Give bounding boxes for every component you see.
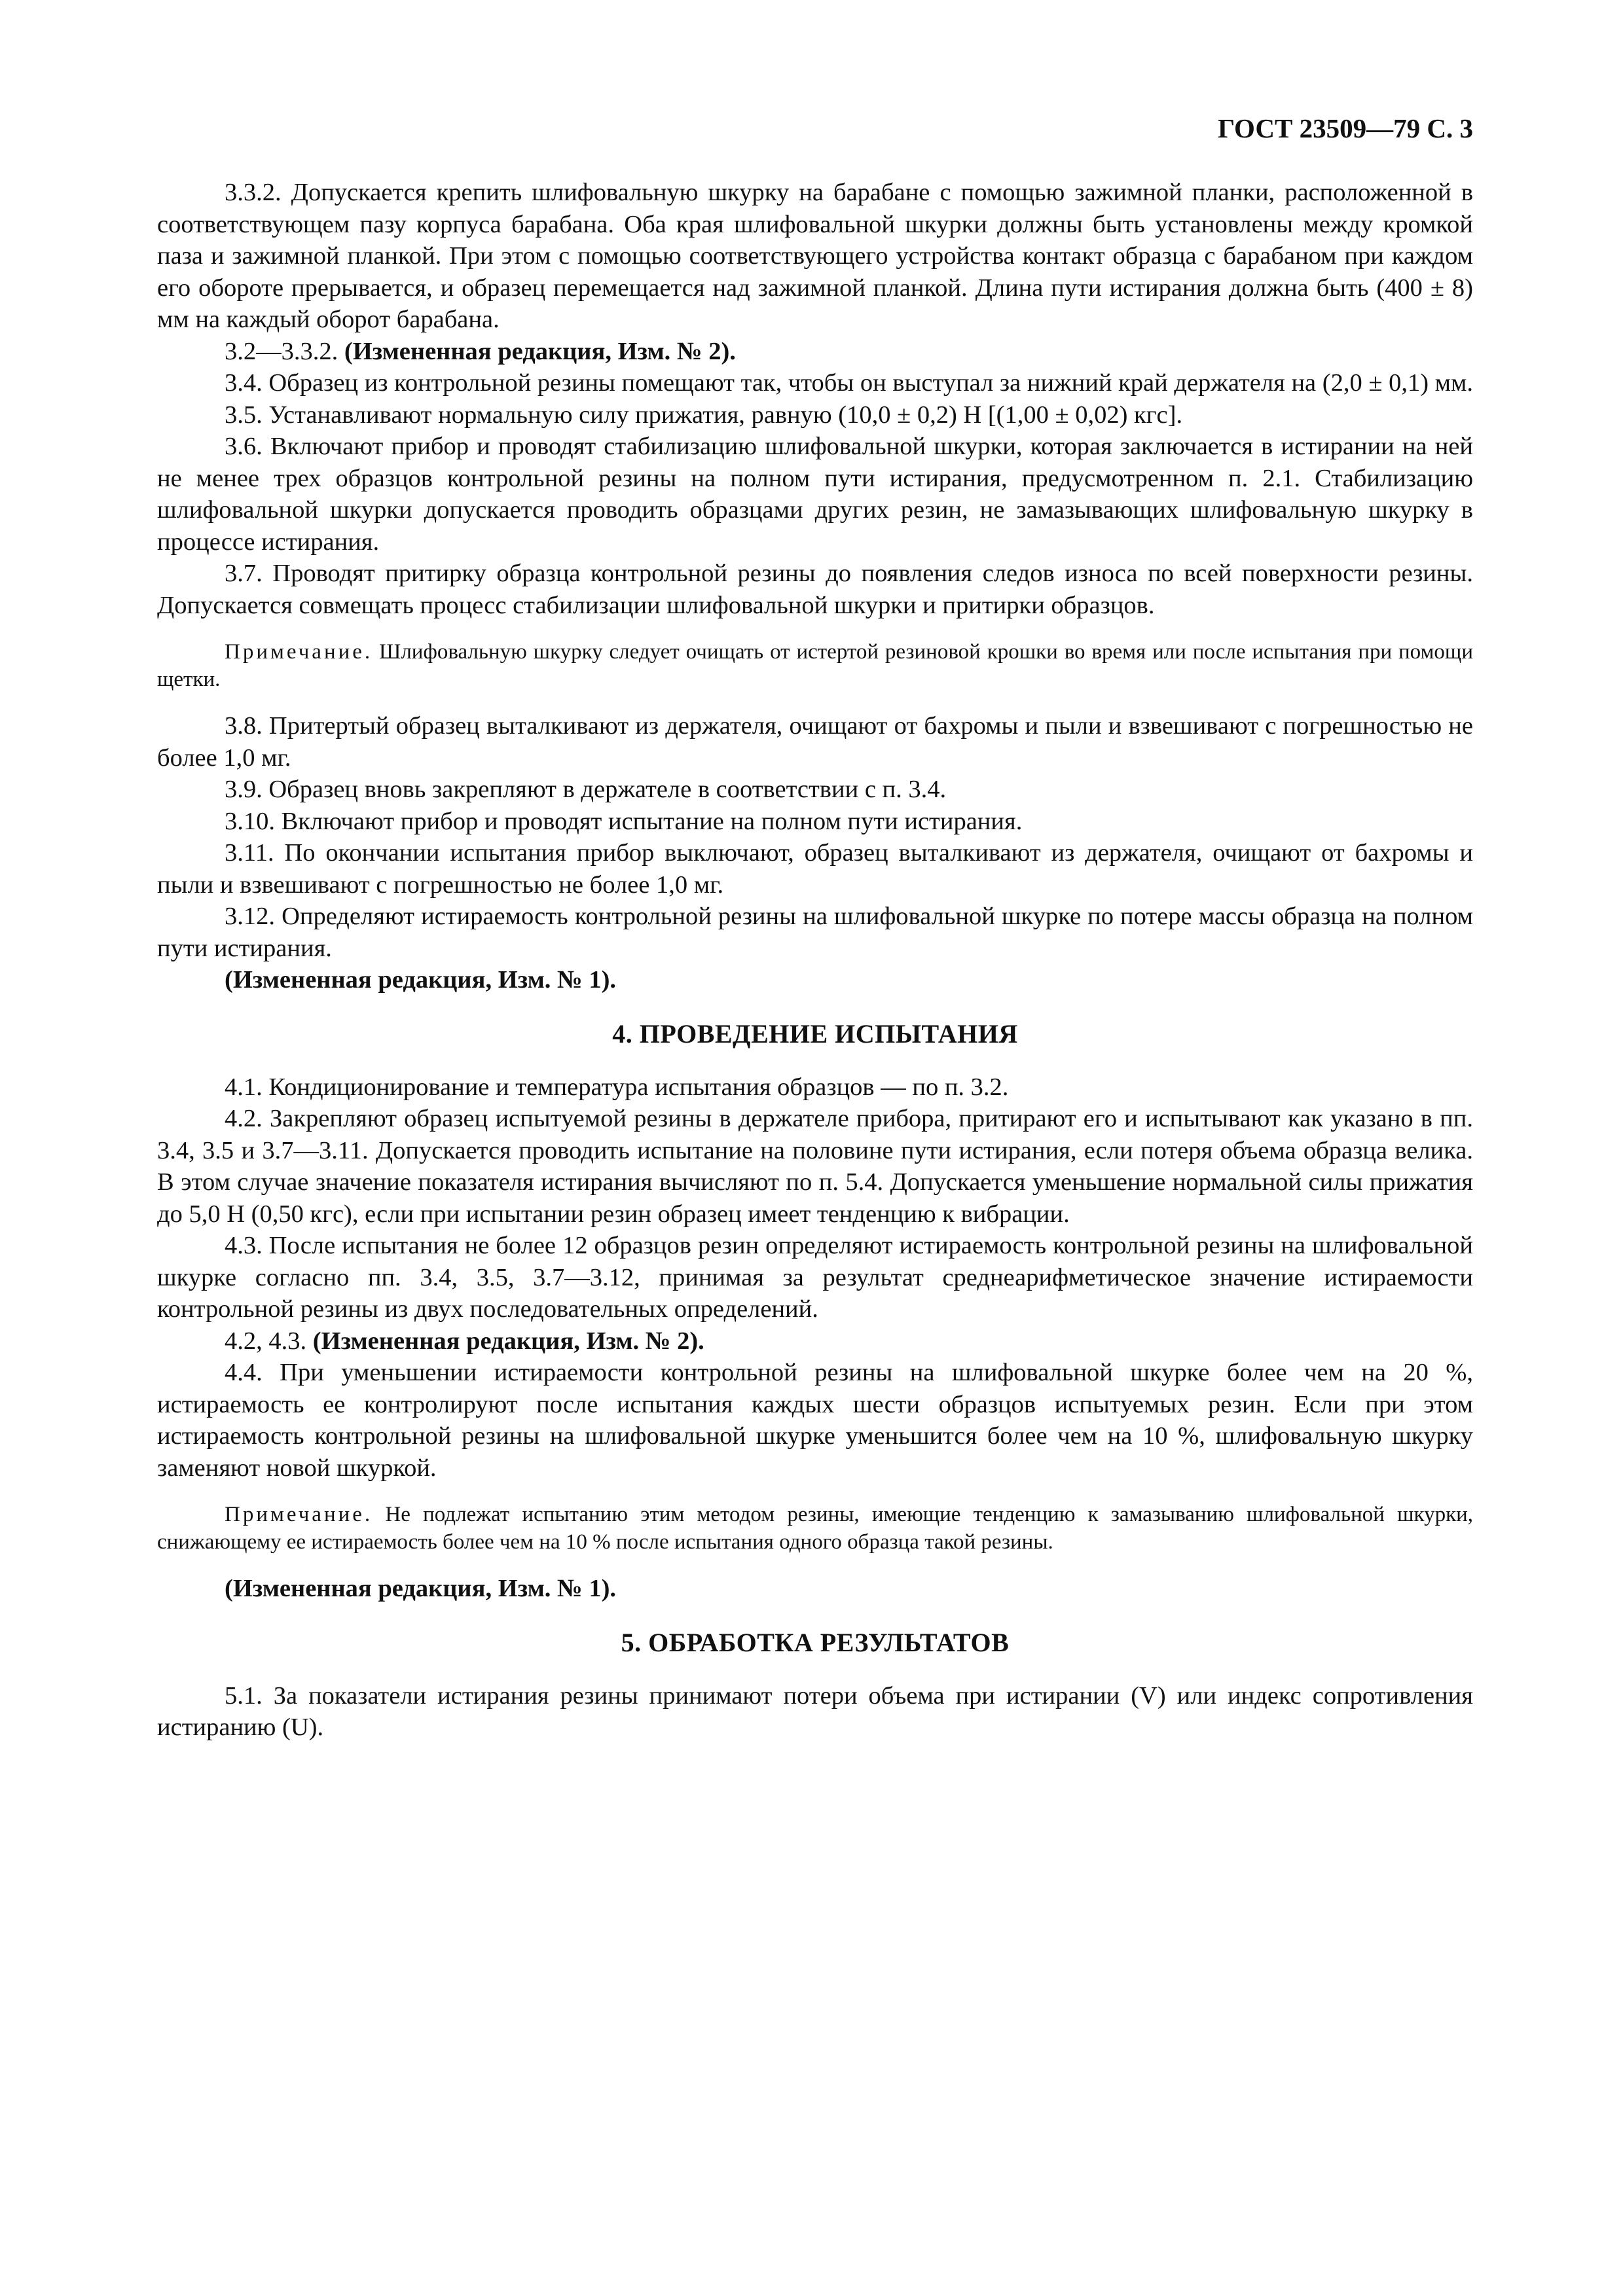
paragraph-4-4: 4.4. При уменьшении истираемости контрольной резины на шлифовальной шкурке более чем на 20 %, истираемость ее контролируют после испытания каждых шести образцов испытуемых резин. Если при этом истираемость контрольной резины на шлифовальной шкурке уменьшится более чем на 10 %, шлифовальную шкурку заменяют новой шкуркой. <box>157 1359 1473 1482</box>
spacer <box>157 1484 1473 1501</box>
paragraph-4-3: 4.3. После испытания не более 12 образцов резин определяют истираемость контрольной резины на шлифовальной шкурке согласно пп. 3.4, 3.5, 3.7—3.12, принимая за результат среднеарифметическое значение истираемости контрольной резины из двух последовательных определений. <box>157 1232 1473 1323</box>
amendment-ref: 4.2, 4.3. <box>225 1327 307 1355</box>
spacer <box>157 621 1473 638</box>
spacer <box>157 1605 1473 1627</box>
document-page <box>157 105 1473 1744</box>
note-1 <box>157 638 1473 693</box>
paragraph-3-4: 3.4. Образец из контрольной резины помещают так, чтобы он выступал за нижний край держателя на (2,0 ± 0,1) мм. <box>225 369 1474 397</box>
section-heading-4: 4. ПРОВЕДЕНИЕ ИСПЫТАНИЯ <box>612 1018 1018 1049</box>
note-label: Примечание. <box>225 640 373 664</box>
spacer <box>157 693 1473 710</box>
amendment-bold: (Измененная редакция, Изм. № 1). <box>225 966 617 994</box>
note-text: Не подлежат испытанию этим методом резины, имеющие тенденцию к замазыванию шлифовальной шкурки, снижающему ее истираемость более чем на 10 % после испытания одного образца такой резины. <box>157 1503 1474 1554</box>
note-2 <box>157 1501 1473 1556</box>
paragraph-3-8: 3.8. Притертый образец выталкивают из держателя, очищают от бахромы и пыли и взвешивают с погрешностью не более 1,0 мг. <box>157 712 1473 772</box>
amendment-ref: 3.2—3.3.2. <box>225 337 338 365</box>
paragraph-3-10: 3.10. Включают прибор и проводят испытание на полном пути истирания. <box>225 807 1023 835</box>
amendment-note-4-2 <box>157 1325 1473 1357</box>
paragraph-3-9: 3.9. Образец вновь закрепляют в держателе в соответствии с п. 3.4. <box>225 776 947 803</box>
paragraph-3-7: 3.7. Проводят притирку образца контрольной резины до появления следов износа по всей поверхности резины. Допускается совмещать процесс стабилизации шлифовальной шкурки и притирки образцов. <box>157 560 1473 619</box>
amendment-bold: (Измененная редакция, Изм. № 2). <box>312 1327 704 1355</box>
paragraph-3-5: 3.5. Устанавливают нормальную силу прижатия, равную (10,0 ± 0,2) Н [(1,00 ± 0,02) кгс]. <box>225 401 1183 429</box>
paragraph-4-2: 4.2. Закрепляют образец испытуемой резины в держателе прибора, притирают его и испытывают как указано в пп. 3.4, 3.5 и 3.7—3.11. Допускается проводить испытание на половине пути истирания, если потеря объема образца велика. В этом случае значение показателя истирания вычисляют по п. 5.4. Допускается уменьшение нормальной силы прижатия до 5,0 Н (0,50 кгс), если при испытании резин образец имеет тенденцию к вибрации. <box>157 1105 1473 1228</box>
spacer <box>157 1049 1473 1071</box>
paragraph-3-11: 3.11. По окончании испытания прибор выключают, образец выталкивают из держателя, очищают от бахромы и пыли и взвешивают с погрешностью не более 1,0 мг. <box>157 839 1473 899</box>
spacer <box>157 996 1473 1018</box>
spacer <box>157 1658 1473 1680</box>
note-text: Шлифовальную шкурку следует очищать от истертой резиновой крошки во время или после испытания при помощи щетки. <box>157 640 1474 691</box>
paragraph-3-6: 3.6. Включают прибор и проводят стабилизацию шлифовальной шкурки, которая заключается в истирании на ней не менее трех образцов контрольной резины на полном пути истирания, предусмотренном п. 2.1. Стабилизацию шлифовальной шкурки допускается проводить образцами других резин, не замазывающих шлифовальную шкурку в процессе истирания. <box>157 433 1473 556</box>
page-header: ГОСТ 23509—79 С. 3 <box>1217 113 1473 143</box>
amendment-bold: (Измененная редакция, Изм. № 2). <box>344 337 736 365</box>
paragraph-4-1: 4.1. Кондиционирование и температура испытания образцов — по п. 3.2. <box>225 1073 1009 1101</box>
section-heading-5: 5. ОБРАБОТКА РЕЗУЛЬТАТОВ <box>621 1627 1010 1657</box>
amendment-note-2 <box>157 1573 1473 1605</box>
paragraph-3-3-2: 3.3.2. Допускается крепить шлифовальную шкурку на барабане с помощью зажимной планки, расположенной в соответствующем пазу корпуса барабана. Оба края шлифовальной шкурки должны быть установлены между кромкой паза и зажимной планкой. При этом с помощью соответствующего устройства контакт образца с барабаном при каждом его обороте прерывается, и образец перемещается над зажимной планкой. Длина пути истирания должна быть (400 ± 8) мм на каждый оборот барабана. <box>157 179 1473 333</box>
amendment-note-3-2 <box>157 336 1473 368</box>
amendment-bold: (Измененная редакция, Изм. № 1). <box>225 1575 617 1602</box>
paragraph-3-12: 3.12. Определяют истираемость контрольной резины на шлифовальной шкурке по потере массы образца на полном пути истирания. <box>157 903 1473 962</box>
paragraph-5-1: 5.1. За показатели истирания резины принимают потери объема при истирании (V) или индекс сопротивления истиранию (U). <box>157 1681 1473 1741</box>
amendment-note-1 <box>157 964 1473 996</box>
spacer <box>157 1556 1473 1573</box>
note-label: Примечание. <box>225 1503 373 1526</box>
